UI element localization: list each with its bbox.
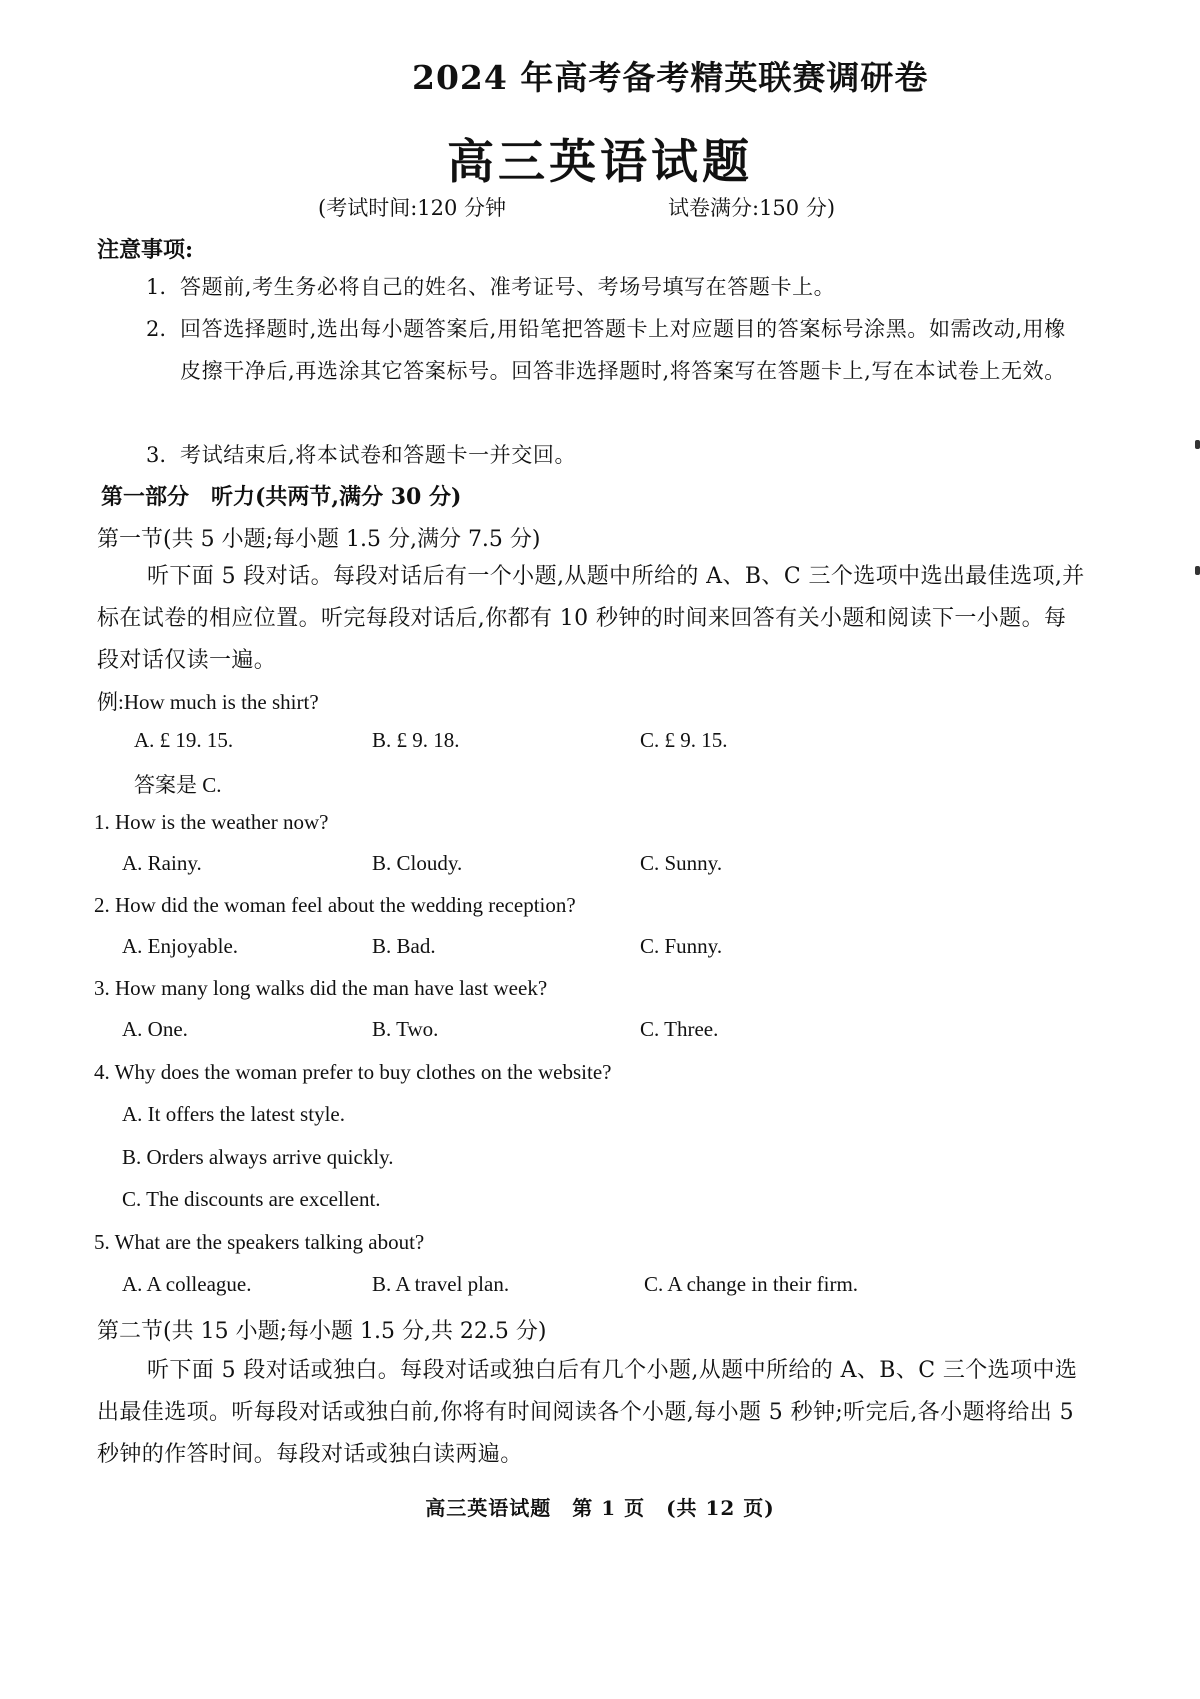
question-1-option-a: A. Rainy. xyxy=(122,851,202,875)
notes-item-text: 回答选择题时,选出每小题答案后,用铅笔把答题卡上对应题目的答案标号涂黑。如需改动,用橡皮擦干净后,再选涂其它答案标号。回答非选择题时,将答案写在答题卡上,写在本试卷上无效。 xyxy=(180,317,1066,383)
notes-item xyxy=(146,434,1086,476)
exam-series-title: 2024 年高考备考精英联赛调研卷 xyxy=(412,58,929,97)
question-2-option-a: A. Enjoyable. xyxy=(122,934,239,958)
section2-heading: 第二节(共 15 小题;每小题 1.5 分,共 22.5 分) xyxy=(97,1319,547,1344)
page-title: 高三英语试题 xyxy=(447,135,753,190)
example-question: 例:How much is the shirt? xyxy=(97,690,319,714)
question-2: 2. How did the woman feel about the wedding reception? xyxy=(94,893,576,917)
notes-item xyxy=(146,308,1086,392)
question-1-option-b: B. Cloudy. xyxy=(372,851,463,875)
page-footer: 高三英语试题 第 1 页 (共 12 页) xyxy=(425,1496,775,1520)
notes-item-number: 3. xyxy=(146,443,167,467)
part1-heading: 第一部分 听力(共两节,满分 30 分) xyxy=(101,484,462,510)
notes-item-text: 答题前,考生务必将自己的姓名、准考证号、考场号填写在答题卡上。 xyxy=(180,275,836,299)
question-1-option-c: C. Sunny. xyxy=(640,851,723,875)
question-4-option-c: C. The discounts are excellent. xyxy=(122,1187,381,1211)
question-3-option-a: A. One. xyxy=(122,1017,188,1041)
exam-time: (考试时间:120 分钟 xyxy=(318,196,507,220)
question-3-option-b: B. Two. xyxy=(372,1017,439,1041)
question-3: 3. How many long walks did the man have last week? xyxy=(94,976,548,1000)
question-5-option-b: B. A travel plan. xyxy=(372,1272,510,1296)
section1-heading: 第一节(共 5 小题;每小题 1.5 分,满分 7.5 分) xyxy=(97,527,541,552)
section2-instruction: 听下面 5 段对话或独白。每段对话或独白后有几个小题,从题中所给的 A、B、C 三个选项中选出最佳选项。听每段对话或独白前,你将有时间阅读各个小题,每小题 5 秒钟;听完后,各小题将给出 5 秒钟的作答时间。每段对话或独白读两遍。 xyxy=(97,1358,1078,1467)
example-option-b: B. £ 9. 18. xyxy=(372,728,460,752)
scan-edge-mark xyxy=(1195,566,1200,575)
notes-item-number: 2. xyxy=(146,317,167,341)
scan-edge-mark xyxy=(1195,440,1200,449)
question-2-option-b: B. Bad. xyxy=(372,934,436,958)
question-1: 1. How is the weather now? xyxy=(94,810,329,834)
question-2-option-c: C. Funny. xyxy=(640,934,723,958)
question-4: 4. Why does the woman prefer to buy clothes on the website? xyxy=(94,1060,612,1084)
section1-instruction: 听下面 5 段对话。每段对话后有一个小题,从题中所给的 A、B、C 三个选项中选出最佳选项,并标在试卷的相应位置。听完每段对话后,你都有 10 秒钟的时间来回答有关小题和阅读下一小题。每段对话仅读一遍。 xyxy=(97,564,1085,673)
question-4-option-b: B. Orders always arrive quickly. xyxy=(122,1145,394,1169)
question-3-option-c: C. Three. xyxy=(640,1017,719,1041)
notes-item xyxy=(146,266,1086,308)
question-5: 5. What are the speakers talking about? xyxy=(94,1230,425,1254)
example-answer: 答案是 C. xyxy=(134,773,222,797)
question-4-option-a: A. It offers the latest style. xyxy=(122,1102,345,1126)
example-option-a: A. £ 19. 15. xyxy=(134,728,234,752)
question-5-option-c: C. A change in their firm. xyxy=(644,1272,859,1296)
notes-heading: 注意事项: xyxy=(97,237,194,263)
example-option-c: C. £ 9. 15. xyxy=(640,728,728,752)
notes-item-text: 考试结束后,将本试卷和答题卡一并交回。 xyxy=(180,443,577,467)
question-5-option-a: A. A colleague. xyxy=(122,1272,252,1296)
notes-item-number: 1. xyxy=(146,275,167,299)
full-score: 试卷满分:150 分) xyxy=(668,196,836,220)
